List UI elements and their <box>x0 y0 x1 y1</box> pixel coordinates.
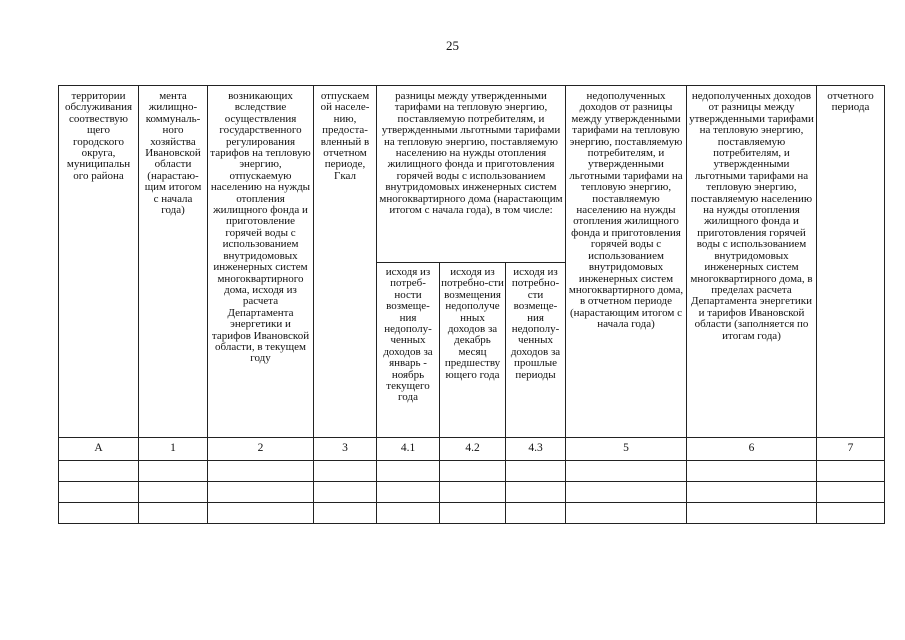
empty-cell <box>208 503 314 524</box>
header-row-top <box>59 86 885 263</box>
header-cell-7: отчетного периода <box>817 86 885 438</box>
empty-cell <box>440 503 506 524</box>
header-cell-6: недополученных доходов от разницы между утвержденными тарифами на тепловую энергию, поставляемую потребителям, и утвержденными льготными тарифами на тепловую энергию, поставляемую населению на нужды отопления жилищного фонда и приготовления горячей воды с использованием внутридомовых инженерных систем многоквартирного дома, в пределах расчета Департамента энергетики и тарифов Ивановской области (заполняется по итогам года) <box>687 86 817 438</box>
empty-cell <box>314 482 377 503</box>
index-cell: 4.1 <box>377 438 440 461</box>
column-index-row <box>59 438 885 461</box>
empty-cell <box>506 482 566 503</box>
index-cell: 1 <box>139 438 208 461</box>
index-cell: А <box>59 438 139 461</box>
header-cell-4: разницы между утвержденными тарифами на тепловую энергию, поставляемую потребителям, и утвержденными льготными тарифами на тепловую энергию, поставляемую населению на нужды отопления жилищного фонда и приготовления горячей воды с использованием внутридомовых инженерных систем многоквартирного дома (нарастающим итогом с начала года), в том числе: <box>377 86 566 263</box>
empty-cell <box>314 503 377 524</box>
empty-cell <box>687 503 817 524</box>
empty-cell <box>566 482 687 503</box>
index-cell: 7 <box>817 438 885 461</box>
header-cell-2: возникающих вследствие осуществления государственного регулирования тарифов на тепловую энергию, отпускаемую населению на нужды отопления жилищного фонда и приготовление горячей воды с использованием внутридомовых инженерных систем многоквартирного дома, исходя из расчета Департамента энергетики и тарифов Ивановской области, в текущем году <box>208 86 314 438</box>
empty-cell <box>440 461 506 482</box>
empty-cell <box>59 461 139 482</box>
empty-row <box>59 482 885 503</box>
empty-cell <box>59 503 139 524</box>
empty-cell <box>440 482 506 503</box>
header-cell-4-1: исходя из потреб-ности возмеще-ния недополу-ченных доходов за январь - ноябрь текущего года <box>377 263 440 438</box>
empty-cell <box>566 461 687 482</box>
empty-cell <box>139 482 208 503</box>
header-cell-1: мента жилищно-коммуналь-ного хозяйства Ивановской области (нарастаю-щим итогом с начала года) <box>139 86 208 438</box>
report-table <box>58 85 885 524</box>
index-cell: 3 <box>314 438 377 461</box>
empty-cell <box>566 503 687 524</box>
index-cell: 6 <box>687 438 817 461</box>
header-cell-3: отпускаем ой населе-нию, предоста-вленный в отчетном периоде, Гкал <box>314 86 377 438</box>
index-cell: 4.2 <box>440 438 506 461</box>
empty-cell <box>208 461 314 482</box>
page-number: 25 <box>446 38 459 53</box>
empty-cell <box>817 503 885 524</box>
empty-cell <box>139 503 208 524</box>
empty-cell <box>506 461 566 482</box>
empty-cell <box>139 461 208 482</box>
empty-cell <box>377 461 440 482</box>
empty-cell <box>377 482 440 503</box>
empty-row <box>59 503 885 524</box>
index-cell: 4.3 <box>506 438 566 461</box>
empty-cell <box>208 482 314 503</box>
empty-cell <box>687 482 817 503</box>
empty-cell <box>817 482 885 503</box>
empty-cell <box>314 461 377 482</box>
header-cell-5: недополученных доходов от разницы между утвержденными тарифами на тепловую энергию, поставляемую потребителям, и утвержденными льготными тарифами на тепловую энергию, поставляемую населению на нужды отопления жилищного фонда и приготовления горячей воды с использованием внутридомовых инженерных систем многоквартирного дома, в отчетном периоде (нарастающим итогом с начала года) <box>566 86 687 438</box>
header-cell-4-3: исходя из потребно-сти возмеще-ния недополу-ченных доходов за прошлые периоды <box>506 263 566 438</box>
index-cell: 2 <box>208 438 314 461</box>
empty-cell <box>59 482 139 503</box>
empty-cell <box>817 461 885 482</box>
header-cell-4-2: исходя из потребно-сти возмещения недополуче нных доходов за декабрь месяц предшеству ющего года <box>440 263 506 438</box>
index-cell: 5 <box>566 438 687 461</box>
empty-row <box>59 461 885 482</box>
empty-cell <box>377 503 440 524</box>
empty-cell <box>687 461 817 482</box>
empty-cell <box>506 503 566 524</box>
header-cell-a: территории обслуживания соотвествую щего городского округа, муниципальн ого района <box>59 86 139 438</box>
